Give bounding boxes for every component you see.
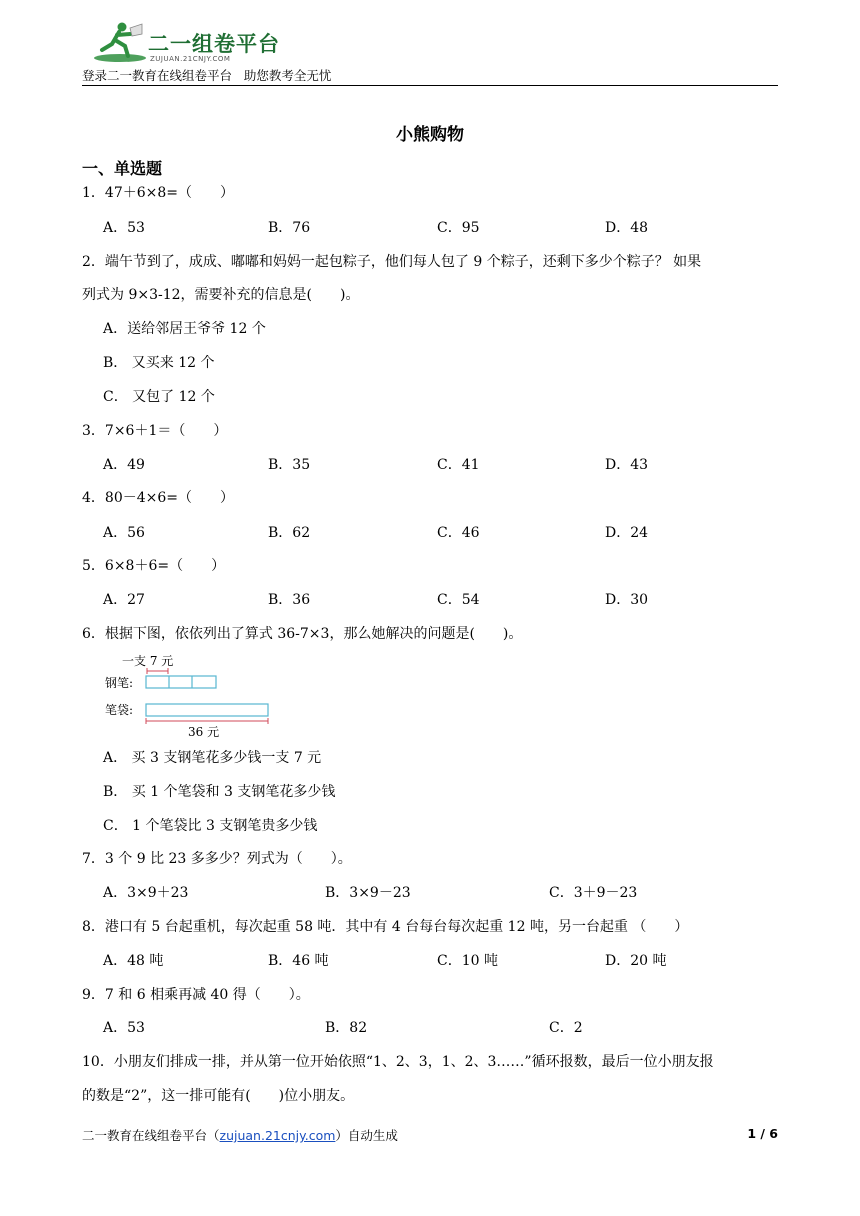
header-divider [82,85,778,86]
option-1b: B．76 [268,220,311,236]
logo-subtext: ZUJUAN.21CNJY.COM [150,55,231,63]
option-8d: D．20 吨 [605,953,667,969]
page-number: 1 / 6 [747,1126,778,1141]
footer-source [82,1126,398,1144]
option-5c: C．54 [437,592,480,608]
question-2-line-1: 2．端午节到了，成成、嘟嘟和妈妈一起包粽子，他们每人包了 9 个粽子，还剩下多少个粽子？ 如果 [82,254,702,270]
question-7: 7．3 个 9 比 23 多多少？列式为（ ）。 [82,851,352,867]
option-8c: C．10 吨 [437,953,498,969]
option-6a: A． 买 3 支钢笔花多少钱一支 7 元 [103,750,322,766]
option-7a: A．3×9＋23 [103,885,189,901]
bag-bar [146,704,268,716]
document-title: 小熊购物 [396,125,464,145]
option-1c: C．95 [437,220,480,236]
logo-text: 二一组卷平台 [148,32,280,56]
option-7c: C．3＋9－23 [549,885,638,901]
question-6: 6．根据下图，依依列出了算式 36-7×3，那么她解决的问题是( )。 [82,626,523,642]
option-3d: D．43 [605,457,649,473]
option-6b: B． 买 1 个笔袋和 3 支钢笔花多少钱 [103,784,336,800]
option-4b: B．62 [268,525,311,541]
option-1a: A．53 [103,220,145,236]
question-10-line-1: 10．小朋友们排成一排，并从第一位开始依照“1、2、3，1、2、3……”循环报数，最后一位小朋友报 [82,1054,714,1070]
footer-suffix: ）自动生成 [335,1128,398,1143]
option-3a: A．49 [103,457,145,473]
question-10-line-2: 的数是“2”，这一排可能有( )位小朋友。 [82,1088,355,1104]
question-1: 1．47＋6×8=（ ） [82,185,234,201]
question-9: 9．7 和 6 相乘再减 40 得（ ）。 [82,987,310,1003]
question-3: 3．7×6＋1＝（ ） [82,423,228,439]
option-7b: B．3×9－23 [325,885,411,901]
option-6c: C． 1 个笔袋比 3 支钢笔贵多少钱 [103,818,318,834]
pen-and-bag-figure [102,650,282,740]
question-5: 5．6×8＋6=（ ） [82,558,226,574]
option-5b: B．36 [268,592,311,608]
header-slogan: 登录二一教育在线组卷平台 助您教考全无忧 [82,68,332,83]
option-8b: B．46 吨 [268,953,329,969]
question-2-line-2: 列式为 9×3-12，需要补充的信息是( )。 [82,287,360,303]
option-2a: A．送给邻居王爷爷 12 个 [103,321,266,337]
option-1d: D．48 [605,220,649,236]
option-3c: C．41 [437,457,480,473]
option-4a: A．56 [103,525,145,541]
option-3b: B．35 [268,457,311,473]
option-9c: C．2 [549,1020,583,1036]
option-9b: B．82 [325,1020,368,1036]
footer-prefix: 二一教育在线组卷平台（ [82,1128,220,1143]
option-5d: D．30 [605,592,649,608]
question-4: 4．80－4×6=（ ） [82,490,234,506]
option-4c: C．46 [437,525,480,541]
figure-top-label: 一支 7 元 [122,654,174,668]
figure-pen-label: 钢笔: [105,676,134,690]
option-2b: B． 又买来 12 个 [103,355,215,371]
option-9a: A．53 [103,1020,145,1036]
option-5a: A．27 [103,592,145,608]
runner-logo-icon [92,20,152,64]
figure-bag-label: 笔袋: [105,703,134,717]
option-2c: C． 又包了 12 个 [103,389,215,405]
figure-bottom-label: 36 元 [188,725,220,739]
footer-link[interactable]: zujuan.21cnjy.com [219,1128,336,1143]
pen-bar [146,676,216,688]
section-heading: 一、单选题 [82,159,163,178]
option-4d: D．24 [605,525,649,541]
option-8a: A．48 吨 [103,953,164,969]
question-8: 8．港口有 5 台起重机，每次起重 58 吨．其中有 4 台每台每次起重 12 吨，另一台起重 （ ） [82,919,689,935]
